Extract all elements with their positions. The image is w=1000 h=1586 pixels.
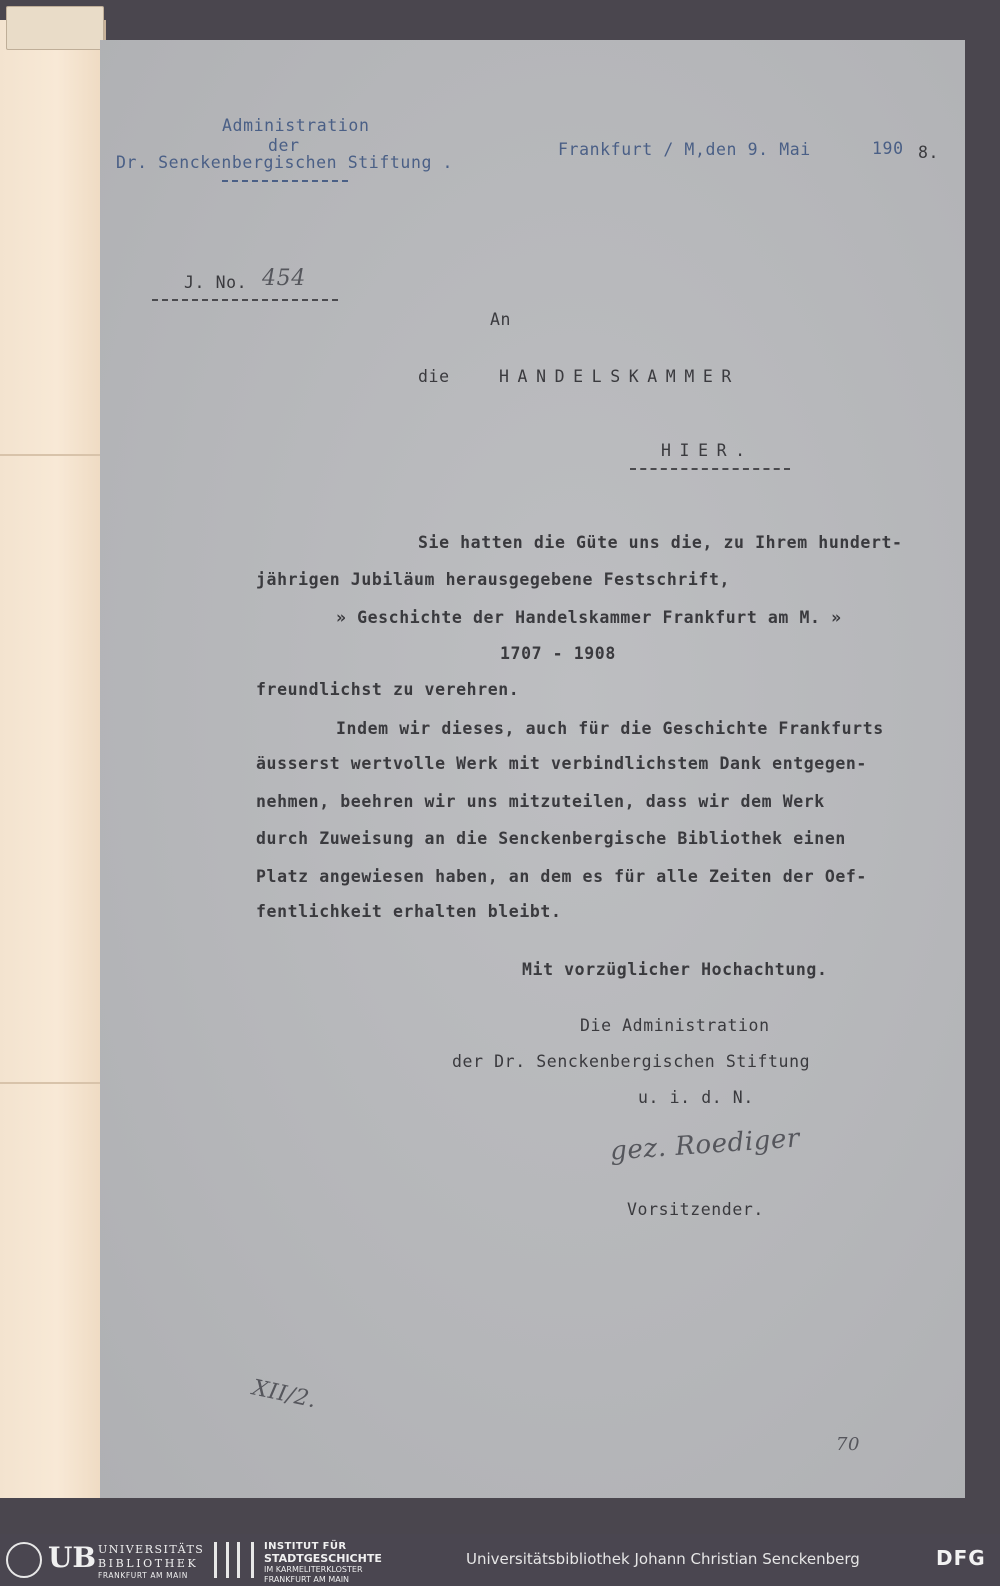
page-number: 70 — [836, 1434, 861, 1455]
folder-cover — [0, 20, 106, 1498]
letter-sheet — [100, 40, 965, 1498]
ub-line: FRANKFURT AM MAIN — [98, 1571, 188, 1580]
body-line: Sie hatten die Güte uns die, zu Ihrem hundert- — [418, 533, 903, 552]
place-date: Frankfurt / M,den 9. Mai — [558, 140, 811, 159]
signature-line: Die Administration — [580, 1016, 770, 1035]
recipient-prefix: die — [418, 367, 450, 386]
dfg-logo: DFG — [936, 1546, 986, 1570]
folder-seam — [0, 454, 102, 456]
isg-line: STADTGESCHICHTE — [264, 1552, 382, 1565]
year-suffix: 8. — [918, 143, 940, 162]
signer-title: Vorsitzender. — [627, 1200, 764, 1219]
body-line: fentlichkeit erhalten bleibt. — [256, 902, 562, 921]
library-name: Universitätsbibliothek Johann Christian Senckenberg — [466, 1550, 860, 1568]
body-line: 1707 - 1908 — [500, 644, 616, 663]
isg-arch-icon — [214, 1542, 254, 1578]
recipient-location: HIER. — [661, 441, 754, 460]
letterhead-line: Administration — [222, 116, 370, 135]
body-line: jährigen Jubiläum herausgegebene Festschrift, — [256, 570, 731, 589]
salutation-an: An — [490, 310, 512, 329]
body-line: nehmen, beehren wir uns mitzuteilen, dass wir dem Werk — [256, 792, 825, 811]
recipient-name: HANDELSKAMMER — [499, 367, 740, 386]
body-line: durch Zuweisung an die Senckenbergische Bibliothek einen — [256, 829, 846, 848]
folder-tab — [6, 6, 104, 50]
folder-seam — [0, 1082, 102, 1084]
journal-number: 454 — [262, 266, 306, 291]
handwritten-signature: gez. Roediger — [609, 1123, 801, 1167]
isg-line: INSTITUT FÜR — [264, 1541, 347, 1552]
archive-note: XII/2. — [250, 1375, 319, 1414]
footer-bar — [0, 1534, 1000, 1586]
body-line: » Geschichte der Handelskammer Frankfurt am M. » — [336, 608, 842, 627]
body-line: freundlichst zu verehren. — [256, 680, 520, 699]
body-line: Platz angewiesen haben, an dem es für alle Zeiten der Oef- — [256, 867, 867, 886]
ub-line: UNIVERSITÄTS — [98, 1543, 205, 1556]
signature-line: u. i. d. N. — [638, 1088, 754, 1107]
journal-underline — [152, 299, 338, 301]
signature-line: der Dr. Senckenbergischen Stiftung — [452, 1052, 811, 1071]
ub-seal-icon — [6, 1542, 42, 1578]
isg-line: FRANKFURT AM MAIN — [264, 1575, 350, 1584]
recipient-underline — [630, 468, 790, 470]
body-line: Indem wir dieses, auch für die Geschichte Frankfurts — [336, 719, 884, 738]
year-prefix: 190 — [872, 139, 904, 158]
isg-line: IM KARMELITERKLOSTER — [264, 1565, 363, 1574]
letterhead-line: der — [268, 136, 300, 155]
ub-logo: UB — [48, 1541, 97, 1574]
letterhead-line: Dr. Senckenbergischen Stiftung . — [116, 153, 454, 172]
body-line: äusserst wertvolle Werk mit verbindlichstem Dank entgegen- — [256, 754, 867, 773]
closing: Mit vorzüglicher Hochachtung. — [522, 960, 828, 979]
ub-line: BIBLIOTHEK — [98, 1557, 199, 1570]
letterhead-underline — [222, 180, 348, 182]
journal-label: J. No. — [184, 273, 248, 292]
